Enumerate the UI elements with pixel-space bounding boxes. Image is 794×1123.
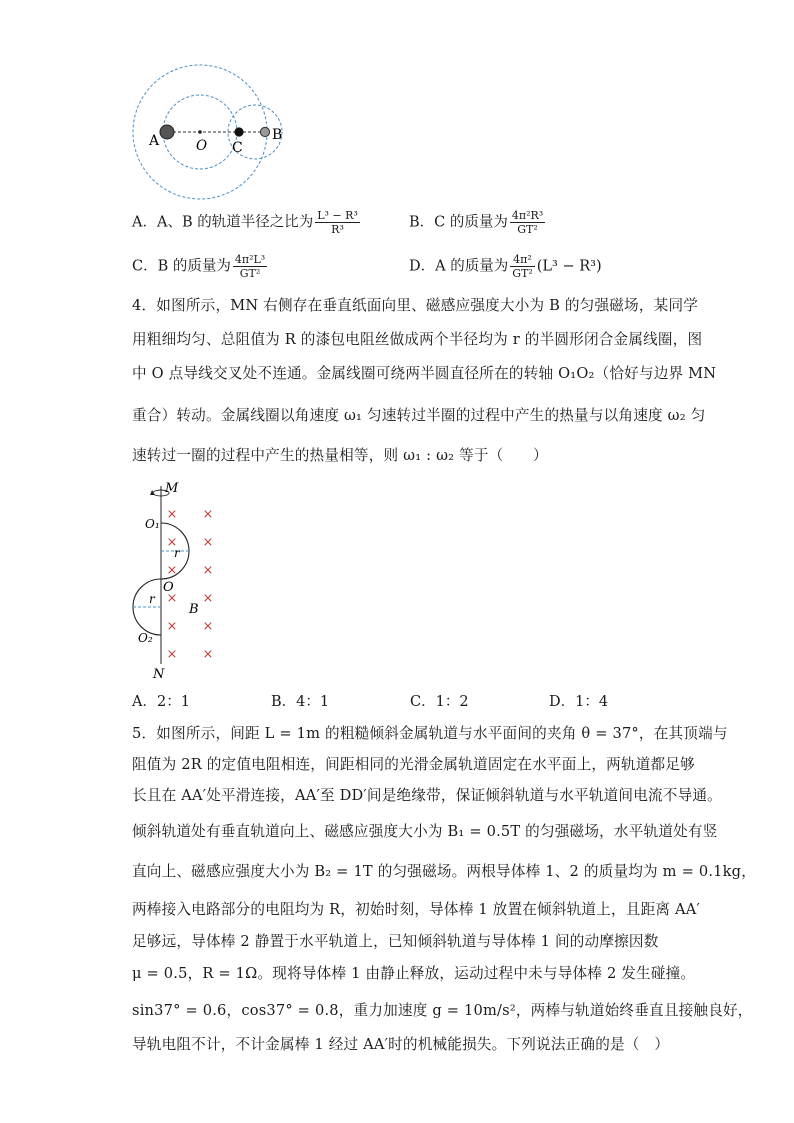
q5-line-9: sin37° = 0.6，cos37° = 0.8，重力加速度 g = 10m/s²，两棒与轨道始终垂直且接触良好， <box>132 1002 753 1019</box>
q4-line-4: 重合）转动。金属线圈以角速度 ω₁ 匀速转过半圈的过程中产生的热量与以角速度 ω₂ 匀 <box>132 407 706 424</box>
field-cross: × <box>202 647 214 662</box>
lower-semicircle <box>133 579 161 635</box>
field-cross: × <box>202 619 214 634</box>
q5-line-5: 直向上、磁感应强度大小为 B₂ = 1T 的匀强磁场。两根导体棒 1、2 的质量均为 m = 0.1kg， <box>132 863 757 880</box>
q3-option-d-fraction: $\frac{\text{4π²}}{\text{GT²}}$ <box>512 253 533 280</box>
q4-option-b[interactable]: B．4：1 <box>271 694 330 710</box>
field-cross: × <box>202 591 214 606</box>
field-cross: × <box>166 647 178 662</box>
q3-option-b-fraction: $\frac{\text{4π²R³}}{\text{GT²}}$ <box>511 209 544 236</box>
field-cross: × <box>166 619 178 634</box>
q4-line-3: 中 O 点导线交叉处不连通。金属线圈可绕两半圆直径所在的转轴 O₁O₂（恰好与边界 MN <box>132 365 717 382</box>
q4-line-2: 用粗细均匀、总阻值为 R 的漆包电阻丝做成两个半径均为 r 的半圆形闭合金属线圈，图 <box>132 331 703 348</box>
label-o1: O₁ <box>145 517 160 531</box>
q3-option-b[interactable]: B．C 的质量为 $\frac{\text{4π²R³}}{\text{GT²}}$ <box>409 209 544 236</box>
label-o: O <box>163 580 174 595</box>
q5-line-4: 倾斜轨道处有垂直轨道向上、磁感应强度大小为 B₁ = 0.5T 的匀强磁场，水平轨道处有竖 <box>132 823 718 840</box>
q3-option-c-fraction: $\frac{\text{4π²L³}}{\text{GT²}}$ <box>234 253 266 280</box>
q4-option-d[interactable]: D．1：4 <box>549 694 609 710</box>
q4-line-5: 速转过一圈的过程中产生的热量相等，则 ω₁ : ω₂ 等于（ ） <box>132 447 548 464</box>
label-c: C <box>232 140 243 156</box>
q5-line-7: 足够远，导体棒 2 静置于水平轨道上，已知倾斜轨道与导体棒 1 间的动摩擦因数 <box>132 933 659 950</box>
field-cross: × <box>166 507 178 522</box>
center-o-dot <box>198 130 202 134</box>
label-r-bottom: r <box>149 592 155 606</box>
q4-line-1: 4．如图所示，MN 右侧存在垂直纸面向里、磁感应强度大小为 B 的匀强磁场，某同学 <box>132 297 699 314</box>
q3-option-a[interactable]: A．A、B 的轨道半径之比为 $\frac{\text{L³ − R³}}{\text{R³}}$ <box>132 209 358 236</box>
field-cross: × <box>202 507 214 522</box>
q5-line-3: 长且在 AA′处平滑连接，AA′至 DD′间是绝缘带，保证倾斜轨道与水平轨道间电流不导通。 <box>132 787 722 804</box>
label-b: B <box>189 602 199 617</box>
q5-line-10: 导轨电阻不计，不计金属棒 1 经过 AA′时的机械能损失。下列说法正确的是（ ） <box>132 1036 670 1053</box>
q5-line-2: 阻值为 2R 的定值电阻相连，间距相同的光滑金属轨道固定在水平面上，两轨道都足够 <box>132 756 695 773</box>
field-cross: × <box>166 535 178 550</box>
label-m: M <box>165 481 179 496</box>
field-cross: × <box>166 563 178 578</box>
field-cross: × <box>202 563 214 578</box>
q3-option-d[interactable]: D．A 的质量为 $\frac{\text{4π²}}{\text{GT²}}$ (L³ − R³) <box>409 253 602 280</box>
star-b <box>260 127 269 136</box>
label-o2: O₂ <box>138 631 153 645</box>
q5-line-8: μ = 0.5，R = 1Ω。现将导体棒 1 由静止释放，运动过程中未与导体棒 2 发生碰撞。 <box>132 965 696 982</box>
star-a <box>160 125 174 139</box>
q4-option-a[interactable]: A．2：1 <box>132 694 190 710</box>
field-cross: × <box>202 535 214 550</box>
q3-option-c[interactable]: C．B 的质量为 $\frac{\text{4π²L³}}{\text{GT²}}$ <box>132 253 266 280</box>
coil-figure <box>128 476 228 681</box>
q3-option-a-fraction: $\frac{\text{L³ − R³}}{\text{R³}}$ <box>317 209 358 236</box>
field-cross: × <box>166 591 178 606</box>
label-b: B <box>272 127 283 143</box>
orbit-figure <box>128 60 308 210</box>
q4-option-c[interactable]: C．1：2 <box>410 694 469 710</box>
label-a: A <box>149 133 160 149</box>
label-o: O <box>196 138 208 154</box>
q5-line-1: 5．如图所示，间距 L = 1m 的粗糙倾斜金属轨道与水平面间的夹角 θ = 37°，在其顶端与 <box>132 725 728 742</box>
label-n: N <box>153 667 165 681</box>
star-c <box>234 127 243 136</box>
label-r-top: r <box>174 546 180 560</box>
q5-line-6: 两棒接入电路部分的电阻均为 R，初始时刻，导体棒 1 放置在倾斜轨道上，且距离 AA′ <box>132 901 701 918</box>
